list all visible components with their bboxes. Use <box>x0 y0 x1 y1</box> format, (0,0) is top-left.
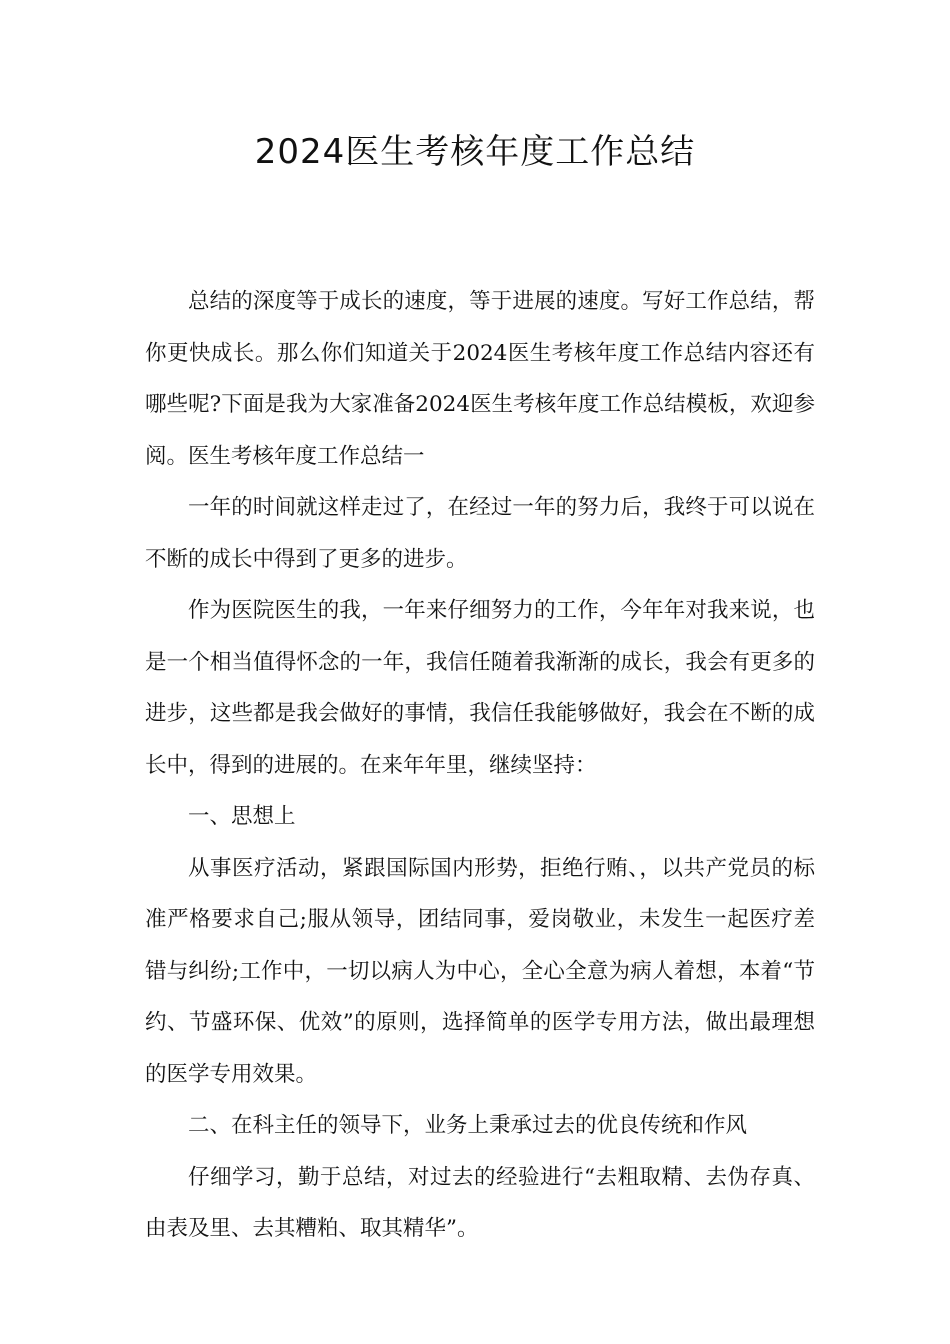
section-heading-thought: 一、思想上 <box>188 804 296 829</box>
paragraph-doctor-work: 作为医院医生的我，一年来仔细努力的工作，今年年对我来说，也是一个相当值得怀念的一年，我信任随着我渐渐的成长，我会有更多的进步，这些都是我会做好的事情，我信任我能够做好，我会在不断的成长中，得到的进展的。在来年年里，继续坚持： <box>145 598 815 778</box>
document-body <box>145 276 815 1255</box>
section-heading-leadership: 二、在科主任的领导下，业务上秉承过去的优良传统和作风 <box>188 1113 748 1138</box>
document-title: 2024医生考核年度工作总结 <box>254 132 696 172</box>
paragraph-study-summary: 仔细学习，勤于总结，对过去的经验进行“去粗取精、去伪存真、由表及里、去其糟粕、取其精华”。 <box>145 1164 815 1241</box>
paragraph-year-review: 一年的时间就这样走过了，在经过一年的努力后，我终于可以说在不断的成长中得到了更多的进步。 <box>145 495 815 572</box>
paragraph-medical-activity: 从事医疗活动，紧跟国际国内形势，拒绝行贿、，以共产党员的标准严格要求自己;服从领导，团结同事，爱岗敬业，未发生一起医疗差错与纠纷;工作中，一切以病人为中心，全心全意为病人着想，本着“节约、节盛环保、优效”的原则，选择简单的医学专用方法，做出最理想的医学专用效果。 <box>145 855 815 1087</box>
paragraph-intro: 总结的深度等于成长的速度，等于进展的速度。写好工作总结，帮你更快成长。那么你们知道关于2024医生考核年度工作总结内容还有哪些呢?下面是我为大家准备2024医生考核年度工作总结模板，欢迎参阅。医生考核年度工作总结一 <box>145 289 815 469</box>
